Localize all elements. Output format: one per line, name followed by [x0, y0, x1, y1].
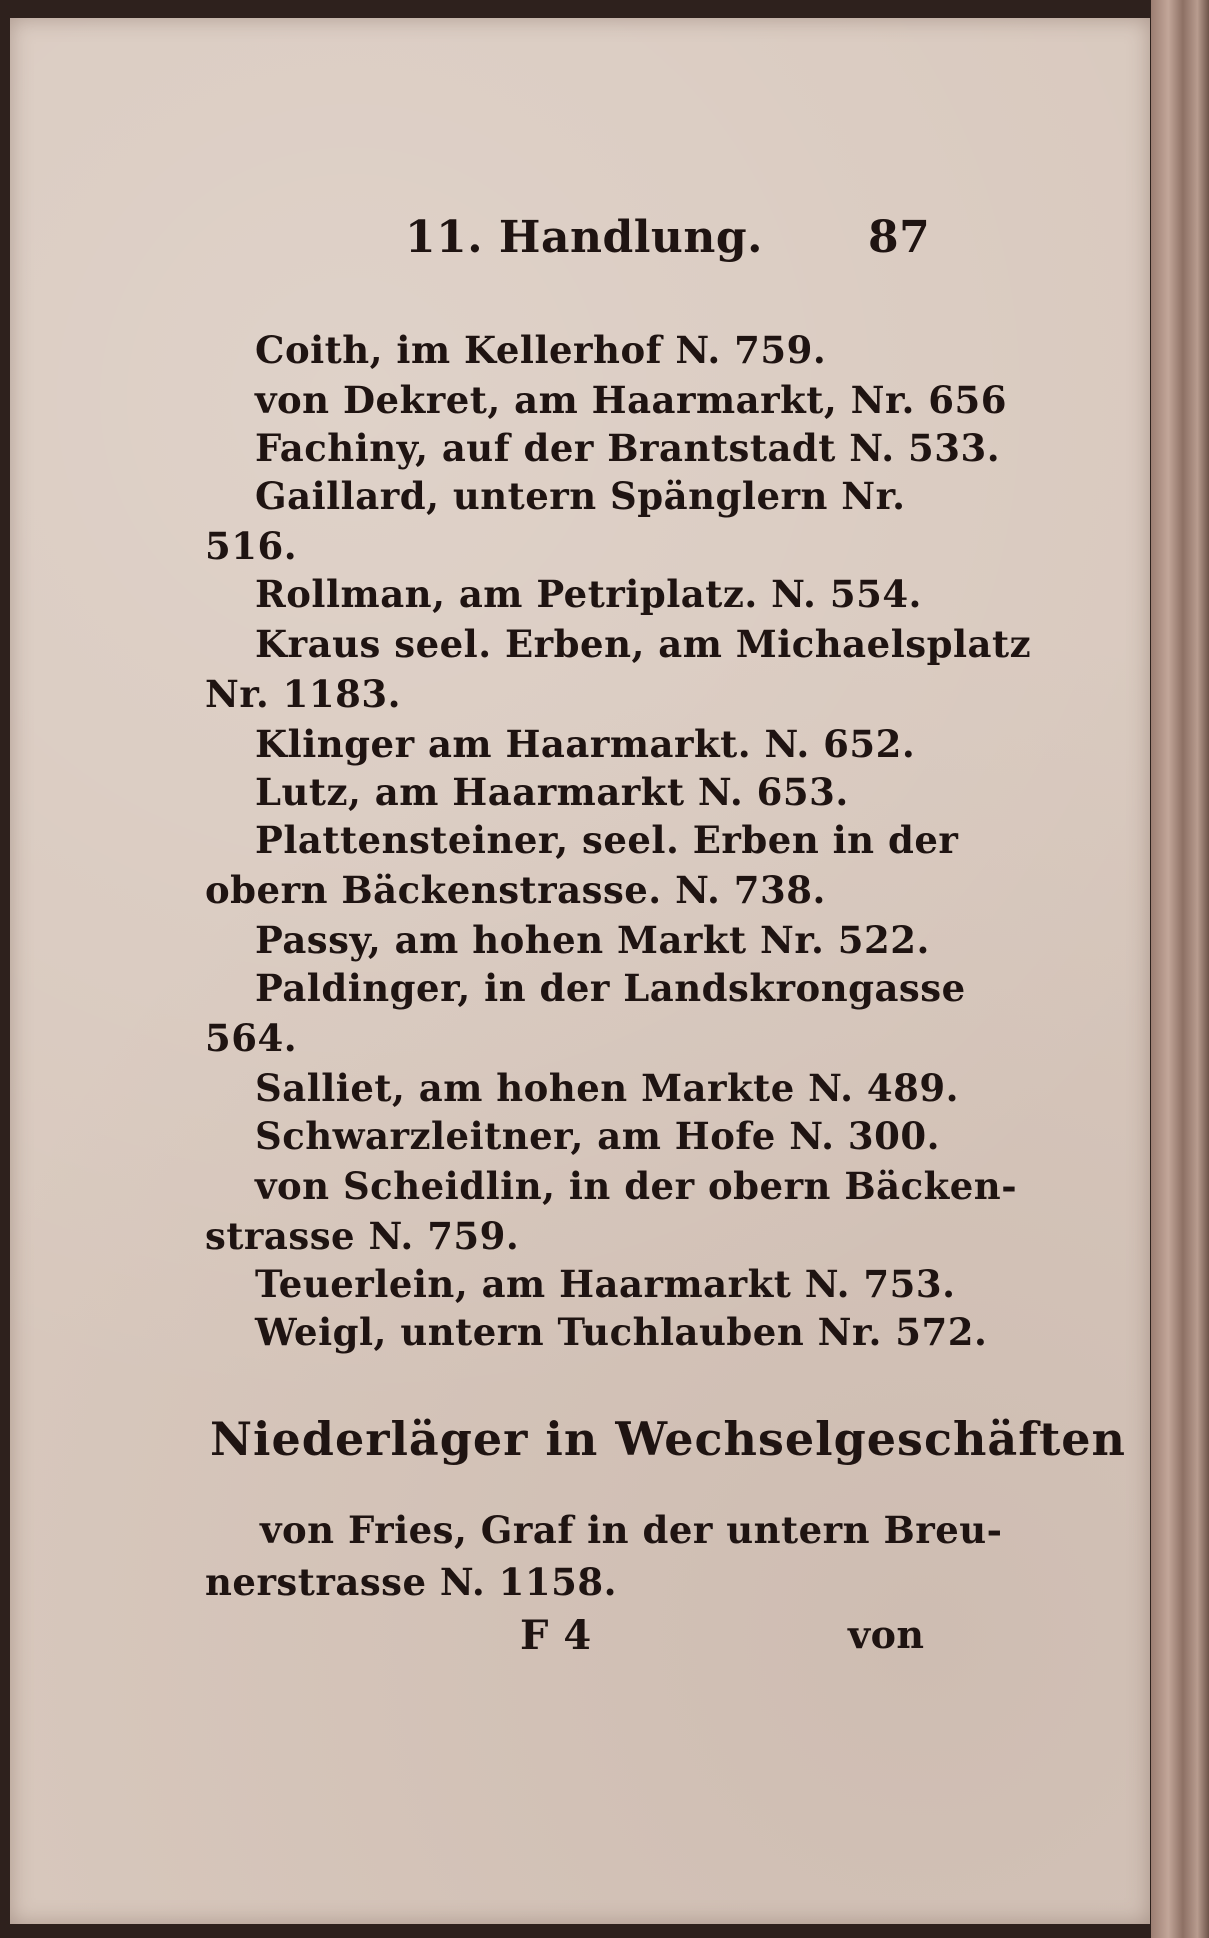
- section-heading: Niederläger in Wechselgeschäften: [210, 1412, 1126, 1466]
- entry-line: Passy, am hohen Markt Nr. 522.: [255, 918, 930, 962]
- entry-line: Nr. 1183.: [205, 672, 402, 716]
- entry-line: Gaillard, untern Spänglern Nr.: [255, 474, 906, 518]
- page-stack-edge: [1151, 0, 1209, 1938]
- catchword: von: [848, 1612, 925, 1657]
- entry-line: 516.: [205, 524, 298, 568]
- entry-line: Paldinger, in der Landskrongasse: [255, 966, 966, 1010]
- entry-line: 564.: [205, 1016, 298, 1060]
- entry-line: Weigl, untern Tuchlauben Nr. 572.: [255, 1310, 988, 1354]
- entry-line: obern Bäckenstrasse. N. 738.: [205, 868, 826, 912]
- section-entry-line: nerstrasse N. 1158.: [205, 1560, 617, 1604]
- entry-line: Fachiny, auf der Brantstadt N. 533.: [255, 426, 1001, 470]
- entry-line: Coith, im Kellerhof N. 759.: [255, 328, 827, 372]
- entry-line: Schwarzleitner, am Hofe N. 300.: [255, 1114, 941, 1158]
- entry-line: Kraus seel. Erben, am Michaelsplatz: [255, 622, 1032, 666]
- entry-line: Klinger am Haarmarkt. N. 652.: [255, 722, 916, 766]
- signature-mark: F 4: [520, 1612, 592, 1659]
- page-number: 87: [868, 212, 931, 263]
- entry-line: von Scheidlin, in der obern Bäcken-: [255, 1164, 1018, 1208]
- entry-line: strasse N. 759.: [205, 1214, 520, 1258]
- entry-line: Rollman, am Petriplatz. N. 554.: [255, 572, 922, 616]
- entry-line: Lutz, am Haarmarkt N. 653.: [255, 770, 849, 814]
- running-header: 11. Handlung.: [405, 212, 763, 263]
- section-entry-line: von Fries, Graf in der untern Breu-: [260, 1508, 1003, 1552]
- entry-line: Plattensteiner, seel. Erben in der: [255, 818, 959, 862]
- entry-line: Teuerlein, am Haarmarkt N. 753.: [255, 1262, 956, 1306]
- entry-line: von Dekret, am Haarmarkt, Nr. 656: [255, 378, 1008, 422]
- entry-line: Salliet, am hohen Markte N. 489.: [255, 1066, 959, 1110]
